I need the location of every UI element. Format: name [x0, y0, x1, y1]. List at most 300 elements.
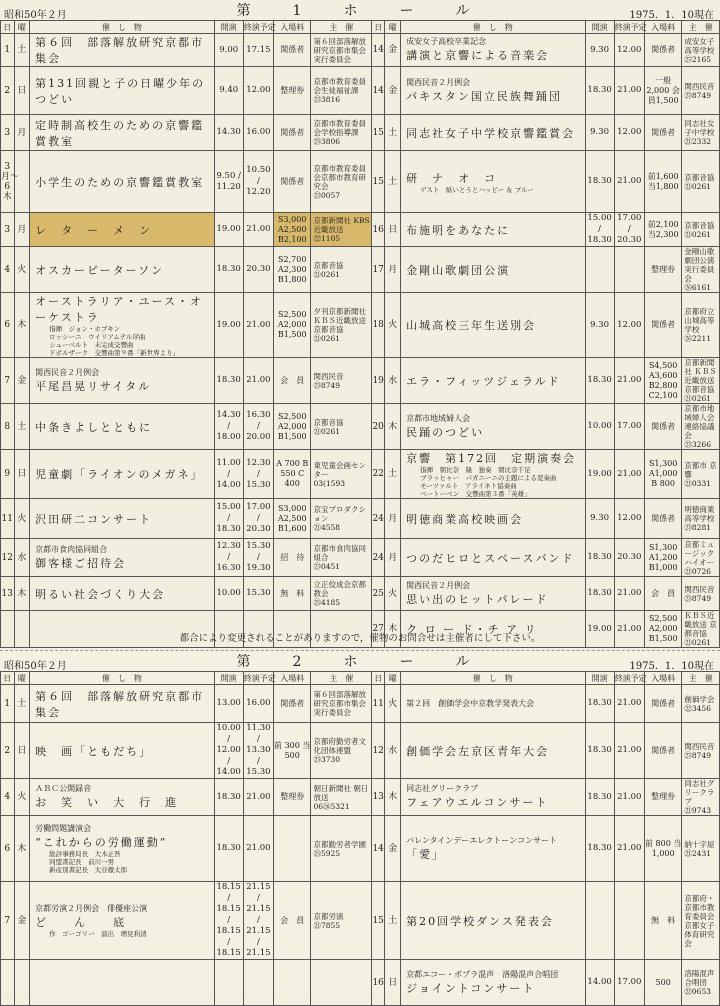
event-day: 13: [371, 779, 385, 816]
event-close-time: 15.30: [243, 577, 273, 611]
organizer-phone: ㉑9743: [684, 806, 711, 815]
event-close-time: 12.00: [614, 115, 644, 151]
hall1-schedule-table: [0, 20, 720, 648]
organizer-phone: ㉓8749: [684, 750, 711, 760]
event-weekday: [14, 151, 30, 213]
event-close-time: 15.30 / 19.30: [243, 539, 273, 577]
event-organizer: [682, 247, 720, 293]
event-fee: 関係者: [644, 34, 682, 67]
event-fee: 前 300 当 500: [273, 723, 311, 779]
event-day: 15: [371, 882, 385, 960]
col-weekday: 曜: [385, 21, 401, 34]
col-day: 日: [1, 672, 15, 685]
col-organizer: 主 催: [311, 21, 371, 34]
event-organizer: [311, 151, 371, 213]
event-subtitle: 京都エコー・ポプラ混声 洛陽混声合唱団: [406, 969, 559, 979]
event-open-time: 18.30: [585, 67, 614, 115]
event-subtitle: 関西民音２月例会: [406, 77, 471, 87]
event-fee: S4,500 A3,600 B2,800 C2,100: [644, 358, 682, 404]
organizer-name: 京都市食肉協同組合: [313, 544, 366, 562]
organizer-name: 明徳商業高等学校: [684, 505, 715, 523]
event-weekday: 月: [385, 539, 401, 577]
event-name: 「愛」: [406, 847, 446, 861]
organizer-name: 同志社グリークラブ: [684, 779, 715, 806]
event-close-time: 12.00: [614, 293, 644, 358]
organizer-name: 創価学会: [684, 694, 715, 704]
event-open-time: 18.30: [585, 723, 614, 779]
event-title: [30, 404, 214, 450]
event-organizer: [682, 816, 720, 882]
event-weekday: 土: [14, 685, 30, 723]
event-open-time: 18.30: [214, 247, 243, 293]
event-fee: 関係者: [273, 34, 311, 67]
organizer-phone: ㉕5925: [313, 848, 341, 858]
event-open-time: 18.30: [585, 539, 614, 577]
event-close-time: 21.00: [614, 577, 644, 611]
event-fee: 関係者: [644, 115, 682, 151]
event-fee: 関係者: [273, 115, 311, 151]
event-subtitle: 同志社グリークラブ: [406, 784, 479, 793]
organizer-name: 京都市教育委員会生徒福祉課: [313, 77, 366, 95]
event-close-time: 17.00 / 20.30: [243, 499, 273, 539]
table-row: [1, 404, 720, 450]
col-close: 終演予定: [243, 22, 276, 32]
organizer-name: 京都市地域婦人会連絡協議会: [684, 404, 715, 440]
event-day: 11: [1, 499, 15, 539]
event-close-time: 21.15 / 21.15 / 21.15 / 21.15: [243, 882, 273, 960]
event-subtitle: バレンタインデーエレクトーンコンサート: [406, 835, 558, 845]
organizer-phone: ㉓8749: [313, 380, 341, 390]
event-fee: 会 員: [273, 358, 311, 404]
event-organizer: [311, 499, 371, 539]
organizer-phone: ㉒1105: [313, 234, 341, 243]
event-weekday: 月: [14, 213, 30, 247]
event-open-time: 14.30 / 18.00: [214, 404, 243, 450]
col-event: 催 し 物: [30, 21, 214, 34]
event-organizer: [682, 882, 720, 960]
event-name: オーストラリア・ユース・オーケストラ: [35, 295, 204, 324]
event-title: [30, 685, 214, 723]
event-weekday: 火: [385, 293, 401, 358]
event-organizer: [682, 960, 720, 1006]
event-title: [401, 67, 585, 115]
organizer-name: 関西民音: [313, 371, 344, 381]
event-subtitle: 第２回 創価学会中京教学発表大会: [406, 698, 535, 708]
event-organizer: [682, 539, 720, 577]
event-name: 研 ナ オ コ: [406, 171, 498, 185]
event-name: エラ・フィッツジェラルド: [406, 374, 561, 388]
organizer-phone: ㉕4185: [313, 598, 341, 607]
event-title: [30, 213, 214, 247]
event-close-time: 21.00: [614, 67, 644, 115]
event-day: 13: [1, 577, 15, 611]
event-close-time: 21.00: [243, 779, 273, 816]
event-close-time: 21.00: [243, 293, 273, 358]
event-name: お 笑 い 大 行 進: [35, 796, 179, 809]
event-name: 同志社女子中学校京響鑑賞会: [406, 126, 576, 140]
event-name: 御客様ご招待会: [35, 556, 127, 570]
event-organizer: [682, 151, 720, 213]
event-day: 15: [371, 115, 385, 151]
event-name: 児童劇「ライオンのメガネ」: [35, 468, 204, 481]
event-name: つのだヒロとスペースバンド: [406, 551, 575, 565]
event-name: 民踊のつどい: [406, 425, 485, 439]
event-name: 第６回 部落解放研究京都市集会: [35, 36, 205, 65]
event-open-time: 19.00: [585, 611, 614, 648]
col-organizer: 主 催: [311, 672, 371, 685]
event-fee: S3,000 A2,500 B2,100: [273, 213, 311, 247]
event-organizer: [311, 34, 371, 67]
organizer-name: 洛陽混声合唱団: [684, 969, 715, 987]
event-weekday: 水: [385, 358, 401, 404]
event-details: ゲスト 紙いとうとハッピー ＆ ブルー: [420, 185, 534, 194]
event-day: 17: [371, 247, 385, 293]
event-weekday: 木: [14, 577, 30, 611]
organizer-phone: ㉑4558: [313, 523, 341, 532]
col-event: 催 し 物: [30, 672, 214, 685]
event-subtitle: 関西民音２月例会: [406, 580, 471, 590]
event-name: ジョイントコンサート: [406, 981, 536, 995]
event-fee: 前 800 当1,000: [644, 816, 682, 882]
event-open-time: 10.00: [214, 577, 243, 611]
event-name: 沢田研二コンサート: [35, 512, 153, 526]
event-fee: 整理券: [273, 67, 311, 115]
organizer-name: 成安女子高等学校: [684, 36, 715, 55]
event-title: [30, 67, 214, 115]
hall2-column-header-row: [1, 672, 720, 685]
event-open-time: 9.40: [214, 67, 243, 115]
event-open-time: [585, 882, 614, 960]
event-open-time: 18.30: [585, 779, 614, 816]
event-organizer: [682, 779, 720, 816]
event-name: オスカーピーターソン: [35, 263, 165, 277]
event-open-time: 18.30: [214, 358, 243, 404]
event-day: 18: [371, 293, 385, 358]
organizer-name: 京都府立山城高等学校: [684, 307, 715, 334]
event-weekday: 日: [14, 67, 30, 115]
col-day: 日: [371, 672, 385, 685]
organizer-name: 関西民音: [684, 81, 715, 91]
organizer-name: 第６回部落解放研究京都市集会実行委員会: [313, 690, 366, 717]
organizer-phone: ㉖2211: [684, 334, 711, 343]
organizer-name: 金剛山歌劇団公演実行委員会: [684, 247, 715, 283]
col-open: 開演: [585, 672, 614, 685]
event-subtitle: 労働問題講演会: [35, 823, 92, 833]
event-day: 16: [371, 960, 385, 1006]
event-title: [30, 882, 214, 960]
event-weekday: 水: [14, 539, 30, 577]
empty-cell: [273, 960, 311, 1006]
event-name: 明るい社会づくり大会: [35, 587, 166, 601]
event-day: 24: [371, 499, 385, 539]
event-title: [401, 293, 585, 358]
event-day: 24: [371, 539, 385, 577]
organizer-name: 京宝プロダクション: [313, 505, 366, 523]
col-fee: 入場料: [644, 21, 682, 34]
table-row: [1, 293, 720, 358]
organizer-phone: ㉓3806: [313, 137, 341, 146]
event-title: [401, 539, 585, 577]
event-weekday: 木: [385, 404, 401, 450]
event-weekday: 金: [385, 34, 401, 67]
organizer-name: 朝日新聞社 朝日放送: [313, 783, 369, 802]
event-fee: 整理券: [644, 247, 682, 293]
event-organizer: [311, 577, 371, 611]
table-row: [1, 779, 720, 816]
hall1-era: 昭和50年２月: [4, 10, 67, 21]
col-close: 終演予定: [614, 22, 647, 32]
event-open-time: 19.00: [214, 293, 243, 358]
event-day: 7: [1, 882, 15, 960]
organizer-phone: ㉑0261: [684, 181, 711, 191]
col-weekday: 曜: [14, 672, 30, 685]
event-fee: S2,500 A2,000 B1,500: [644, 611, 682, 648]
event-name: 明徳商業高校映画会: [406, 512, 524, 526]
event-fee: 500: [644, 960, 682, 1006]
organizer-phone: ㉑0331: [684, 478, 711, 488]
event-fee: S2,700 A2,300 B1,800: [273, 247, 311, 293]
table-row: [1, 577, 720, 611]
event-subtitle: 京都市地域婦人会: [406, 413, 471, 423]
event-title: [401, 577, 585, 611]
event-open-time: 9.30: [585, 293, 614, 358]
event-weekday: 月: [385, 247, 401, 293]
organizer-name: 京都ミュージックハイオー: [684, 539, 715, 567]
event-fee: 整理券: [644, 779, 682, 816]
event-weekday: 土: [14, 34, 30, 67]
event-open-time: 14.30: [214, 115, 243, 151]
col-open: 開演: [585, 21, 614, 34]
event-organizer: [311, 685, 371, 723]
event-title: [401, 115, 585, 151]
organizer-name: 京都新聞社 KBS近畿放送: [313, 216, 370, 234]
event-open-time: 19.00: [585, 450, 614, 499]
event-title: [401, 34, 585, 67]
event-open-time: 15.00 / 18.30: [585, 213, 614, 247]
event-day: 1: [1, 34, 15, 67]
event-weekday: 日: [385, 960, 401, 1006]
event-day: 2: [1, 723, 15, 779]
event-title: [30, 151, 214, 213]
hall2-title: 第 2 ホ ー ル: [236, 654, 484, 670]
event-details: 指揮 ジョン・ホプキン ロッシーニ ウイリアムテル序曲 シューベルト 未完成交響曲 ドボルザーク 交響曲第９番「新世界より」: [49, 325, 180, 357]
event-weekday: 火: [385, 577, 401, 611]
event-close-time: [614, 882, 644, 960]
event-open-time: 13.00: [214, 685, 243, 723]
event-weekday: 水: [385, 723, 401, 779]
organizer-phone: ㉓0451: [313, 562, 341, 571]
event-title: [401, 404, 585, 450]
organizer-phone: ㉑2332: [684, 137, 711, 146]
event-day: 25: [371, 577, 385, 611]
event-name: 第20回学校ダンス発表会: [406, 914, 554, 928]
organizer-phone: ㉓8749: [684, 593, 711, 603]
organizer-phone: ㉑7855: [313, 920, 341, 930]
col-event: 催 し 物: [401, 672, 585, 685]
empty-cell: [30, 960, 214, 1006]
organizer-phone: ㉑0261: [684, 638, 711, 647]
event-organizer: [682, 685, 720, 723]
event-open-time: 9.50 / 11.20: [214, 151, 243, 213]
hall1-date: 1975．1．10現在: [629, 10, 714, 21]
table-row: [1, 539, 720, 577]
organizer-phone: ㉓2165: [684, 54, 711, 64]
event-close-time: 21.00: [614, 358, 644, 404]
organizer-phone: 06㉖5321: [313, 801, 350, 811]
table-row: [1, 499, 720, 539]
event-day: 8: [1, 404, 15, 450]
event-day: 4: [1, 247, 15, 293]
event-weekday: 月: [14, 115, 30, 151]
event-organizer: [311, 539, 371, 577]
event-close-time: 16.00: [243, 115, 273, 151]
event-title: [401, 779, 585, 816]
event-title: [401, 960, 585, 1006]
event-title: [30, 816, 214, 882]
organizer-phone: ㉓8749: [684, 90, 711, 100]
event-close-time: 21.00: [614, 450, 644, 499]
event-day: 7: [1, 358, 15, 404]
organizer-phone: ㉖6161: [684, 283, 711, 292]
event-fee: S1,300 A1,000 B 800: [644, 450, 682, 499]
event-weekday: 木: [385, 611, 401, 648]
event-fee: 無 料: [273, 577, 311, 611]
event-organizer: [682, 34, 720, 67]
event-close-time: 21.00: [614, 816, 644, 882]
hall2-date: 1975．1．10現在: [629, 661, 714, 672]
organizer-name: 京都新聞社 ＫＢＳ近畿放送 京都音協: [684, 358, 717, 394]
event-fee: 関係者: [644, 723, 682, 779]
organizer-name: 京都市教育委員会京都市教育研究会: [313, 163, 366, 191]
event-name: 定時制高校生のための京響鑑賞教室: [35, 118, 205, 148]
event-name: 映 画「ともだち」: [35, 744, 153, 758]
event-close-time: 16.30 / 20.00: [243, 404, 273, 450]
organizer-name: 京都市 京響: [684, 460, 717, 479]
event-organizer: [682, 723, 720, 779]
organizer-phone: ㉑0726: [684, 566, 711, 576]
event-fee: 関係者: [644, 499, 682, 539]
event-day: 12: [1, 539, 15, 577]
event-organizer: [311, 779, 371, 816]
empty-cell: [1, 960, 15, 1006]
event-organizer: [311, 450, 371, 499]
event-close-time: 17.00: [614, 960, 644, 1006]
organizer-name: 京都音協: [684, 172, 715, 182]
event-name: 小学生のための京響鑑賞教室: [35, 175, 205, 189]
event-open-time: 18.30: [585, 685, 614, 723]
event-day: 3: [1, 213, 15, 247]
event-weekday: 金: [14, 882, 30, 960]
event-organizer: [682, 577, 720, 611]
event-close-time: 21.00: [243, 213, 273, 247]
event-day: 9: [1, 450, 15, 499]
event-open-time: 18.30: [585, 577, 614, 611]
event-day: 1: [1, 685, 15, 723]
organizer-phone: ㉑0261: [313, 426, 341, 436]
event-title: [401, 499, 585, 539]
event-open-time: 10.00: [585, 404, 614, 450]
event-name: 布施明をあなたに: [406, 223, 511, 237]
event-organizer: [682, 293, 720, 358]
organizer-name: 京都音協: [313, 417, 344, 427]
organizer-phone: ㉑0261: [684, 229, 711, 239]
event-title: [401, 882, 585, 960]
event-fee: 関係者: [644, 685, 682, 723]
event-close-time: 17.00 / 20.30: [614, 213, 644, 247]
organizer-name: 納十字屋: [684, 839, 715, 849]
event-close-time: 21.00: [243, 358, 273, 404]
event-organizer: [682, 404, 720, 450]
organizer-phone: ㉑2431: [684, 848, 711, 858]
event-name: 金剛山歌劇団公演: [406, 263, 511, 277]
organizer-phone: ㉒3456: [684, 703, 711, 713]
event-organizer: [311, 213, 371, 247]
organizer-name: ＫＢＳ近畿放送 京都音協: [684, 611, 717, 638]
event-fee: 会 員: [644, 577, 682, 611]
col-close: 終演予定: [614, 673, 647, 683]
event-close-time: 16.00: [243, 685, 273, 723]
event-weekday: 火: [385, 685, 401, 723]
event-fee: 招 待: [273, 539, 311, 577]
table-row: [1, 151, 720, 213]
table-row: [1, 34, 720, 67]
organizer-phone: ㉑0261: [684, 394, 711, 403]
event-day: 22: [371, 450, 385, 499]
event-day: 14: [371, 67, 385, 115]
col-fee: 入場料: [644, 672, 682, 685]
event-close-time: 10.50 / 12.20: [243, 151, 273, 213]
col-weekday: 曜: [14, 21, 30, 34]
event-weekday: 土: [385, 450, 401, 499]
col-close: 終演予定: [243, 673, 276, 683]
table-row: [1, 213, 720, 247]
event-weekday: 火: [14, 247, 30, 293]
table-row: [1, 723, 720, 779]
event-title: [401, 247, 585, 293]
event-open-time: 11.00 / 14.00: [214, 450, 243, 499]
event-organizer: [311, 882, 371, 960]
organizer-name: 関西民音: [684, 584, 715, 594]
event-subtitle: 成安女子高校卒業記念: [406, 37, 487, 46]
event-organizer: [682, 499, 720, 539]
event-weekday: 金: [385, 67, 401, 115]
event-open-time: 18.30: [214, 816, 243, 882]
col-organizer: 主 催: [682, 672, 720, 685]
event-title: [30, 358, 214, 404]
event-open-time: 19.00: [214, 213, 243, 247]
event-fee: 前1,600 当1,800: [644, 151, 682, 213]
event-day: 4: [1, 779, 15, 816]
col-organizer: 主 催: [682, 21, 720, 34]
event-organizer: [311, 115, 371, 151]
event-close-time: 12.00: [614, 499, 644, 539]
col-open: 開演: [214, 21, 243, 34]
event-close-time: 12.00: [243, 67, 273, 115]
event-close-time: [614, 247, 644, 293]
event-open-time: 9.00: [214, 34, 243, 67]
event-details: 総評事務局長 大木正吾 同盟書記長 前川一男 新産別書記長 大谷徹太郎: [49, 849, 128, 874]
event-title: [30, 779, 214, 816]
event-name: “これからの労働運動”: [35, 835, 168, 849]
event-name: 平尾昌晃リサイタル: [35, 379, 152, 393]
event-fee: 関係者: [273, 151, 311, 213]
event-title: [30, 577, 214, 611]
empty-cell: [311, 960, 371, 1006]
event-organizer: [311, 816, 371, 882]
event-day: 3月〜6木: [1, 151, 15, 213]
event-close-time: 12.30 / 15.30: [243, 450, 273, 499]
table-row: [1, 247, 720, 293]
